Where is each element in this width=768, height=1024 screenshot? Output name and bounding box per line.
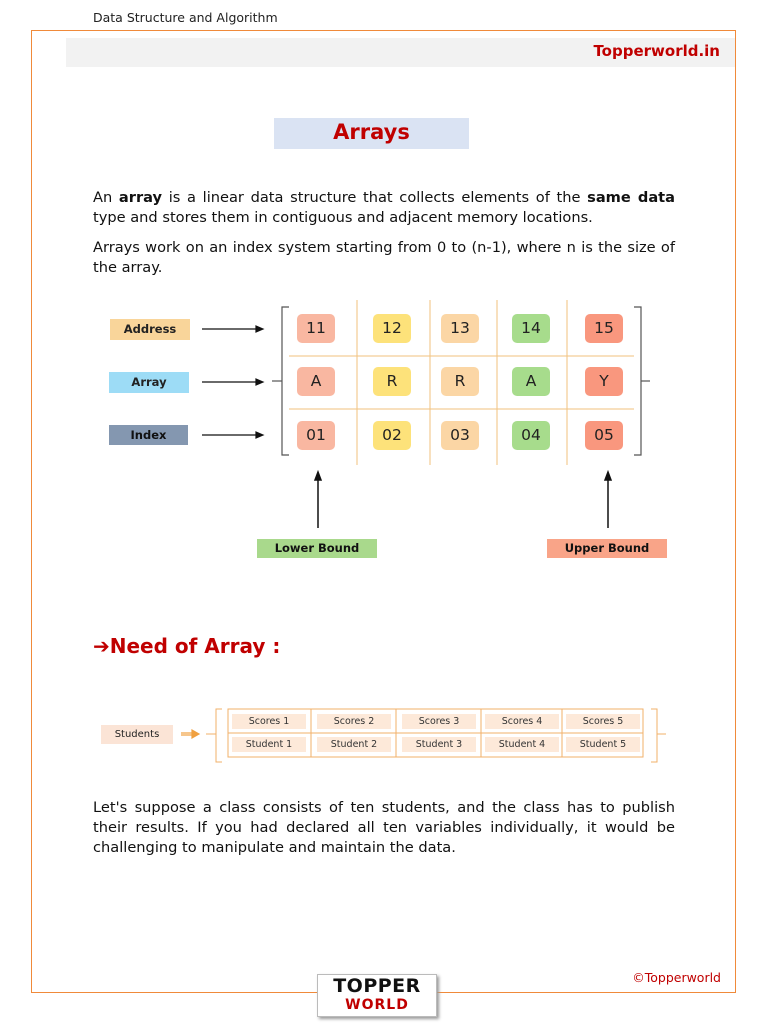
index-label: Index — [109, 425, 188, 445]
logo-text-bottom: WORLD — [345, 997, 409, 1013]
brand-link[interactable]: Topperworld.in — [593, 42, 720, 60]
student-cell: Student 2 — [317, 737, 391, 752]
student-cell: Student 4 — [485, 737, 559, 752]
index-cell: 01 — [297, 421, 335, 450]
footer-copyright: ©Topperworld — [632, 970, 721, 985]
explanation-paragraph: Let's suppose a class consists of ten students, and the class has to publish their results. If you had declared all ten variables individually, it would be challenging to manipulate and maintain the data. — [93, 799, 675, 856]
index-cell: 02 — [373, 421, 411, 450]
scores-cell: Scores 3 — [402, 714, 476, 729]
array-cell: R — [441, 367, 479, 396]
array-cell: A — [297, 367, 335, 396]
index-cell: 05 — [585, 421, 623, 450]
lower-bound-label: Lower Bound — [257, 539, 377, 558]
page-title: Arrays — [274, 118, 469, 149]
upper-bound-label: Upper Bound — [547, 539, 667, 558]
intro-paragraph-1: An array is a linear data structure that collects elements of the same data type and stores them in contiguous and adjacent memory locations. — [93, 189, 676, 226]
scores-cell: Scores 1 — [232, 714, 306, 729]
address-cell: 12 — [373, 314, 411, 343]
student-cell: Student 5 — [566, 737, 640, 752]
need-of-array-heading: ➔Need of Array : — [93, 634, 281, 658]
address-cell: 14 — [512, 314, 550, 343]
scores-cell: Scores 2 — [317, 714, 391, 729]
address-cell: 11 — [297, 314, 335, 343]
index-cell: 04 — [512, 421, 550, 450]
intro-paragraph-2: Arrays work on an index system starting from 0 to (n-1), where n is the size of the array. — [93, 239, 675, 276]
address-label: Address — [110, 319, 190, 340]
address-cell: 15 — [585, 314, 623, 343]
students-diagram-lines — [0, 700, 768, 770]
student-cell: Student 1 — [232, 737, 306, 752]
topperworld-logo — [317, 974, 437, 1017]
scores-cell: Scores 5 — [566, 714, 640, 729]
array-label: Array — [109, 372, 189, 393]
index-cell: 03 — [441, 421, 479, 450]
students-label: Students — [101, 725, 173, 744]
scores-cell: Scores 4 — [485, 714, 559, 729]
document-header-title: Data Structure and Algorithm — [93, 10, 278, 25]
array-cell: R — [373, 367, 411, 396]
student-cell: Student 3 — [402, 737, 476, 752]
array-cell: A — [512, 367, 550, 396]
logo-text-top: TOPPER — [333, 975, 421, 997]
address-cell: 13 — [441, 314, 479, 343]
array-cell: Y — [585, 367, 623, 396]
